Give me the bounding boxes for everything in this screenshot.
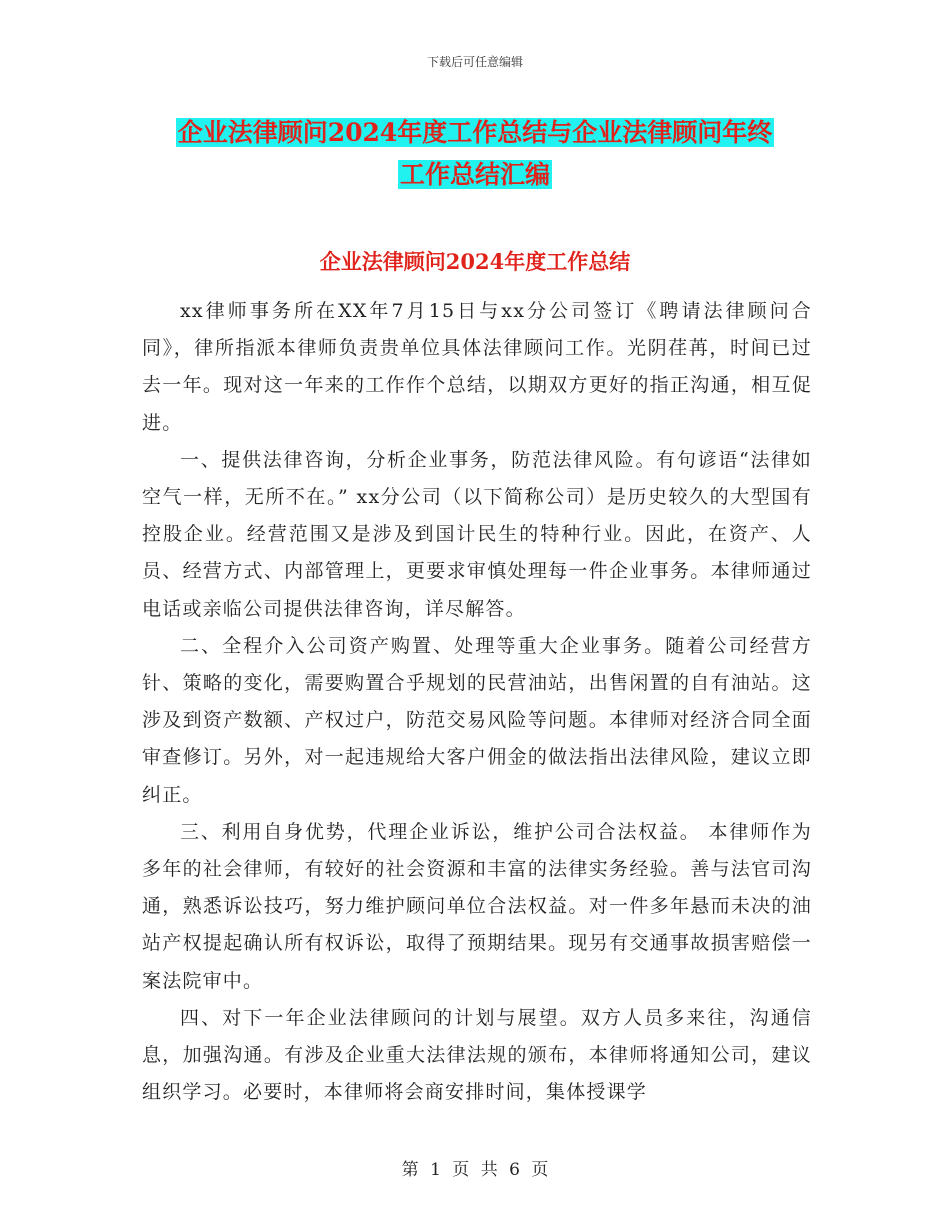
document-title-line-2: 工作总结汇编 — [399, 160, 550, 189]
paragraph: 二、全程介入公司资产购置、处理等重大企业事务。随着公司经营方针、策略的变化，需要购置合乎规划的民营油站，出售闲置的自有油站。这涉及到资产数额、产权过户，防范交易风险等问题。本律师对经济合同全面审查修订。另外，对一起违规给大客户佣金的做法指出法律风险，建议立即纠正。 — [142, 634, 812, 806]
paragraph: 一、提供法律咨询，分析企业事务，防范法律风险。有句谚语“法律如空气一样，无所不在。” xx分公司（以下简称公司）是历史较久的大型国有控股企业。经营范围又是涉及到国计民生的特种行业。因此，在资产、人员、经营方式、内部管理上，更要求审慎处理每一件企业事务。本律师通过电话或亲临公司提供法律咨询，详尽解答。 — [142, 448, 812, 620]
section-title: 企业法律顾问2024年度工作总结 — [319, 249, 631, 274]
paragraph: xx律师事务所在XX年7月15日与xx分公司签订《聘请法律顾问合同》，律所指派本律师负责贵单位具体法律顾问工作。光阴荏苒，时间已过去一年。现对这一年来的工作作个总结，以期双方更好的指正沟通，相互促进。 — [142, 300, 812, 434]
document-title — [0, 112, 950, 196]
document-title-line-1: 企业法律顾问2024年度工作总结与企业法律顾问年终 — [177, 118, 773, 147]
page-header-note: 下载后可任意编辑 — [426, 55, 523, 69]
paragraph: 四、对下一年企业法律顾问的计划与展望。双方人员多来往，沟通信息，加强沟通。有涉及企业重大法律法规的颁布，本律师将通知公司，建议组织学习。必要时，本律师将会商安排时间，集体授课学 — [142, 1006, 812, 1104]
body-text — [142, 293, 812, 1111]
page-footer: 第 1 页 共 6 页 — [401, 1160, 549, 1180]
paragraph: 三、利用自身优势，代理企业诉讼，维护公司合法权益。 本律师作为多年的社会律师，有较好的社会资源和丰富的法律实务经验。善与法官司沟通，熟悉诉讼技巧，努力维护顾问单位合法权益。对一件多年悬而未决的油站产权提起确认所有权诉讼，取得了预期结果。现另有交通事故损害赔偿一案法院审中。 — [142, 820, 812, 992]
